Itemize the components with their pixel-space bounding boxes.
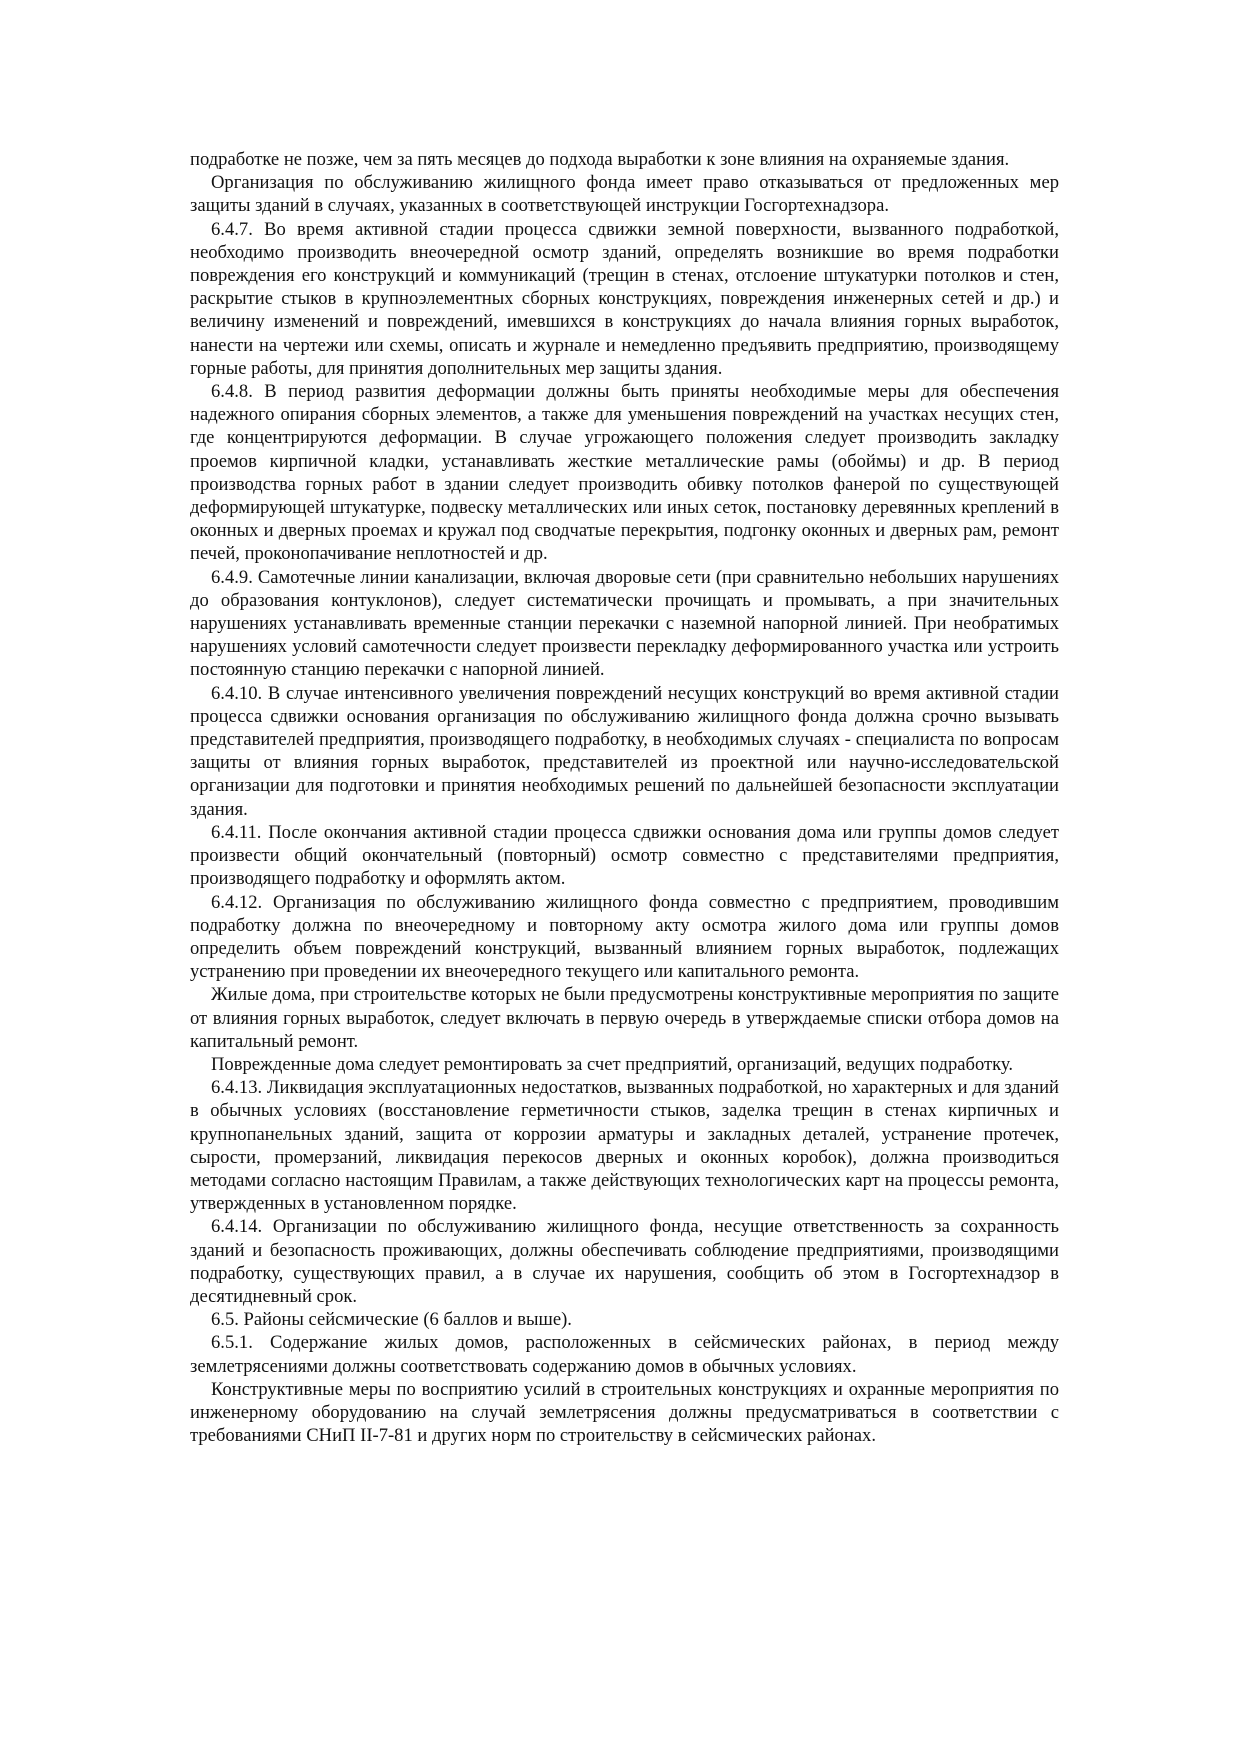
paragraph-6-4-10: 6.4.10. В случае интенсивного увеличения повреждений несущих конструкций во время активной стадии процесса сдвижки основания организация по обслуживанию жилищного фонда должна срочно вызывать представителей предприятия, производящего подработку, в необходимых случаях - специалиста по вопросам защиты от влияния горных выработок, представителей из проектной или научно-исследовательской организации для подготовки и принятия необходимых решений по дальнейшей безопасности эксплуатации здания. xyxy=(190,682,1059,820)
paragraph-6-4-8: 6.4.8. В период развития деформации должны быть приняты необходимые меры для обеспечения надежного опирания сборных элементов, а также для уменьшения повреждений на участках несущих стен, где концентрируются деформации. В случае угрожающего положения следует производить закладку проемов кирпичной кладки, устанавливать жесткие металлические рамы (обоймы) и др. В период производства горных работ в здании следует производить обивку потолков фанерой по существующей деформирующей штукатурке, подвеску металлических или иных сеток, постановку деревянных креплений в оконных и дверных проемах и кружал под сводчатые перекрытия, подгонку оконных и дверных рам, ремонт печей, проконопачивание неплотностей и др. xyxy=(190,381,1059,565)
paragraph-6-4-12: 6.4.12. Организация по обслуживанию жилищного фонда совместно с предприятием, проводившим подработку должна по внеочередному и повторному акту осмотра жилого дома или группы домов определить объем повреждений конструкций, вызванный влиянием горных выработок, подлежащих устранению при проведении их внеочередного текущего или капитального ремонта. xyxy=(190,891,1059,983)
paragraph-damaged-houses: Поврежденные дома следует ремонтировать за счет предприятий, организаций, ведущих подработку. xyxy=(211,1053,1013,1075)
paragraph-structural-measures: Конструктивные меры по восприятию усилий в строительных конструкциях и охранные мероприятия по инженерному оборудованию на случай землетрясения должны предусматриваться в соответствии с требованиями СНиП II-7-81 и других норм по строительству в сейсмических районах. xyxy=(190,1378,1059,1447)
paragraph-6-5-1: 6.5.1. Содержание жилых домов, расположенных в сейсмических районах, в период между землетрясениями должны соответствовать содержанию домов в обычных условиях. xyxy=(190,1332,1059,1377)
paragraph-continuation: подработке не позже, чем за пять месяцев до подхода выработки к зоне влияния на охраняемые здания. xyxy=(190,149,1010,170)
document-page xyxy=(190,148,1059,1447)
paragraph-6-4-7: 6.4.7. Во время активной стадии процесса сдвижки земной поверхности, вызванного подработкой, необходимо производить внеочередной осмотр зданий, определять возникшие во время подработки повреждения его конструкций и коммуникаций (трещин в стенах, отслоение штукатурки потолков и стен, раскрытие стыков в крупноэлементных сборных конструкциях, повреждения инженерных сетей и др.) и величину изменений и повреждений, имевшихся в конструкциях до начала влияния горных выработок, нанести на чертежи или схемы, описать и журнале и немедленно предъявить предприятию, производящему горные работы, для принятия дополнительных мер защиты здания. xyxy=(190,218,1059,379)
paragraph-6-4-11: 6.4.11. После окончания активной стадии процесса сдвижки основания дома или группы домов следует произвести общий окончательный (повторный) осмотр совместно с представителями предприятия, производящего подработку и оформлять актом. xyxy=(190,821,1059,890)
section-heading-6-5: 6.5. Районы сейсмические (6 баллов и выше). xyxy=(211,1309,572,1331)
paragraph-6-4-14: 6.4.14. Организации по обслуживанию жилищного фонда, несущие ответственность за сохранность зданий и безопасность проживающих, должны обеспечивать соблюдение предприятиями, производящими подработку, существующих правил, а в случае их нарушения, сообщить об этом в Госгортехнадзор в десятидневный срок. xyxy=(190,1216,1059,1307)
paragraph-6-4-13: 6.4.13. Ликвидация эксплуатационных недостатков, вызванных подработкой, но характерных и для зданий в обычных условиях (восстановление герметичности стыков, заделка трещин в стенах кирпичных и крупнопанельных зданий, защита от коррозии арматуры и закладных деталей, устранение протечек, сырости, промерзаний, ликвидация перекосов дверных и оконных коробок), должна производиться методами согласно настоящим Правилам, а также действующих технологических карт на процессы ремонта, утвержденных в установленном порядке. xyxy=(190,1077,1059,1215)
paragraph-refusal-right: Организация по обслуживанию жилищного фонда имеет право отказываться от предложенных мер защиты зданий в случаях, указанных в соответствующей инструкции Госгортехнадзора. xyxy=(190,172,1059,217)
paragraph-6-4-9: 6.4.9. Самотечные линии канализации, включая дворовые сети (при сравнительно небольших нарушениях до образования контуклонов), следует систематически прочищать и промывать, а при значительных нарушениях устанавливать временные станции перекачки с наземной напорной линией. При необратимых нарушениях условий самотечности следует произвести перекладку деформированного участка или устроить постоянную станцию перекачки с напорной линией. xyxy=(190,566,1059,681)
paragraph-residential-houses: Жилые дома, при строительстве которых не были предусмотрены конструктивные мероприятия по защите от влияния горных выработок, следует включать в первую очередь в утверждаемые списки отбора домов на капитальный ремонт. xyxy=(190,984,1059,1052)
